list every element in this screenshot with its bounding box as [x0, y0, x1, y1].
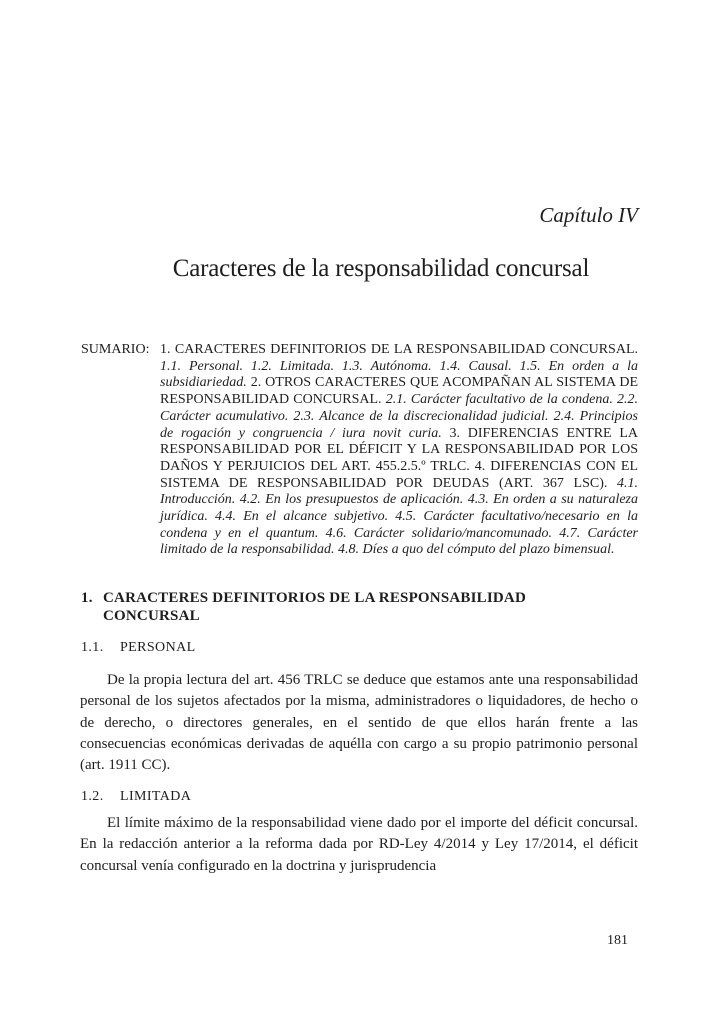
subsection-number: 1.2.	[81, 789, 104, 804]
section-number: 1.	[81, 590, 93, 606]
subsection-title: LIMITADA	[120, 789, 192, 804]
section-heading-text	[103, 590, 526, 625]
summary-segment: 1.1. Personal. 1.2. Limitada. 1.3. Autónoma. 1.4. Causal. 1.5. En orden a la subsidiariedad.	[160, 358, 638, 391]
summary-text	[160, 342, 638, 559]
subsection-number: 1.1.	[81, 640, 104, 655]
paragraph-personal: De la propia lectura del art. 456 TRLC se deduce que estamos ante una responsabilidad personal de los sujetos afectados por la misma, administradores o liquidadores, de hecho o de derecho, o directores generales, en el sentido de que ellos harán frente a las consecuencias económicas derivadas de aquélla con cargo a su propio patrimonio personal (art. 1911 CC).	[80, 672, 638, 774]
summary-segment: 2.1. Carácter facultativo de la condena. 2.2. Carácter acumulativo. 2.3. Alcance de la discrecionalidad judicial. 2.4. Principios de rogación y congruencia / iura novit curia.	[160, 392, 638, 441]
section-heading-line: CONCURSAL	[103, 607, 200, 624]
summary-label: SUMARIO:	[81, 342, 150, 357]
chapter-label: Capítulo IV	[539, 203, 638, 227]
section-heading	[81, 590, 638, 625]
page-title: Caracteres de la responsabilidad concursal	[172, 255, 590, 282]
summary-segment: 1. CARACTERES DEFINITORIOS DE LA RESPONSABILIDAD CONCURSAL.	[160, 342, 638, 357]
summary-block	[81, 342, 638, 559]
paragraph-limitada: El límite máximo de la responsabilidad viene dado por el importe del déficit concursal. En la redacción anterior a la reforma dada por RD-Ley 4/2014 y Ley 17/2014, el déficit concursal venía configurado en la doctrina y jurisprudencia	[80, 815, 638, 874]
section-heading-line: CARACTERES DEFINITORIOS DE LA RESPONSABILIDAD	[103, 590, 526, 606]
page-number: 181	[607, 933, 628, 948]
summary-segment: 4.1. Introducción. 4.2. En los presupuestos de aplicación. 4.3. En orden a su naturaleza jurídica. 4.4. En el alcance subjetivo. 4.5. Carácter facultativo/necesario en la condena y en el quantum. 4.6. Carácter solidario/mancomunado. 4.7. Carácter limitado de la responsabilidad. 4.8. Díes a quo del cómputo del plazo bimensual.	[160, 475, 638, 558]
subsection-heading-limitada	[81, 788, 638, 806]
summary-segment: 2. OTROS CARACTERES QUE ACOMPAÑAN AL SISTEMA DE RESPONSABILIDAD CONCURSAL.	[160, 375, 638, 408]
subsection-title: PERSONAL	[120, 640, 196, 655]
subsection-heading-personal	[81, 639, 638, 657]
summary-segment: 3. DIFERENCIAS ENTRE LA RESPONSABILIDAD POR EL DÉFICIT Y LA RESPONSABILIDAD POR LOS DAÑOS Y PERJUICIOS DEL ART. 455.2.5.º TRLC. 4. DIFERENCIAS CON EL SISTEMA DE RESPONSABILIDAD POR DEUDAS (ART. 367 LSC).	[160, 425, 638, 491]
